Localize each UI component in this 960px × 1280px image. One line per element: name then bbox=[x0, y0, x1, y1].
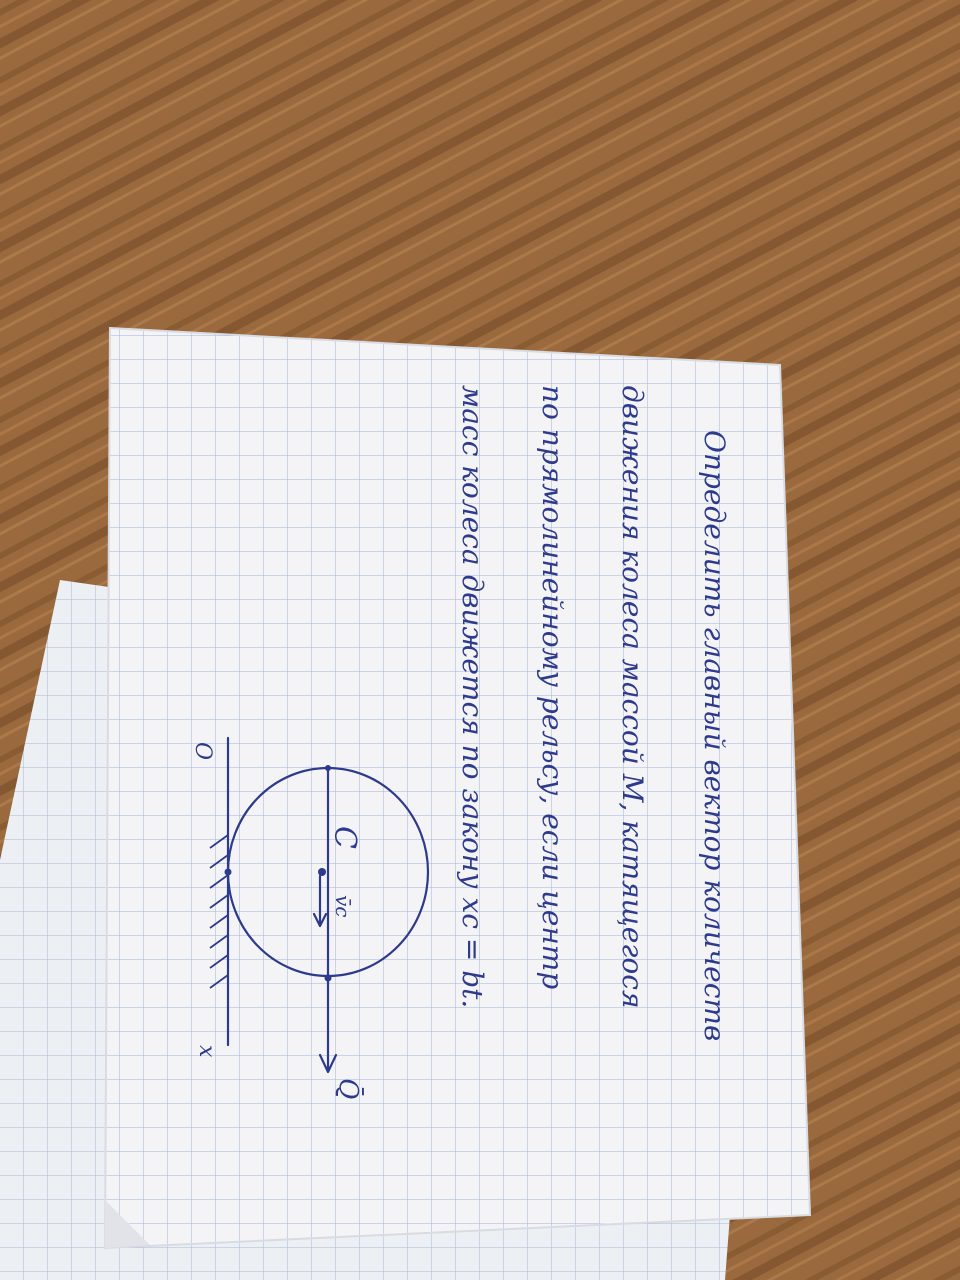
note-line-4: масс колеса движется по закону xc = bt. bbox=[456, 385, 489, 1009]
axis-label: x bbox=[194, 1045, 219, 1058]
contact-point bbox=[225, 869, 232, 876]
top-point bbox=[325, 975, 332, 982]
note-line-2: движения колеса массой M, катящегося bbox=[616, 385, 649, 1009]
note-line-3: по прямолинейному рельсу, если центр bbox=[536, 385, 569, 990]
note-line-1: Определить главный вектор количеств bbox=[698, 430, 731, 1042]
center-label: C bbox=[327, 826, 362, 849]
center-point bbox=[318, 868, 326, 876]
origin-label: O bbox=[190, 742, 215, 761]
momentum-label: Q̄ bbox=[333, 1078, 363, 1100]
velocity-label: v̄c bbox=[331, 895, 355, 918]
bottom-point bbox=[325, 765, 331, 771]
